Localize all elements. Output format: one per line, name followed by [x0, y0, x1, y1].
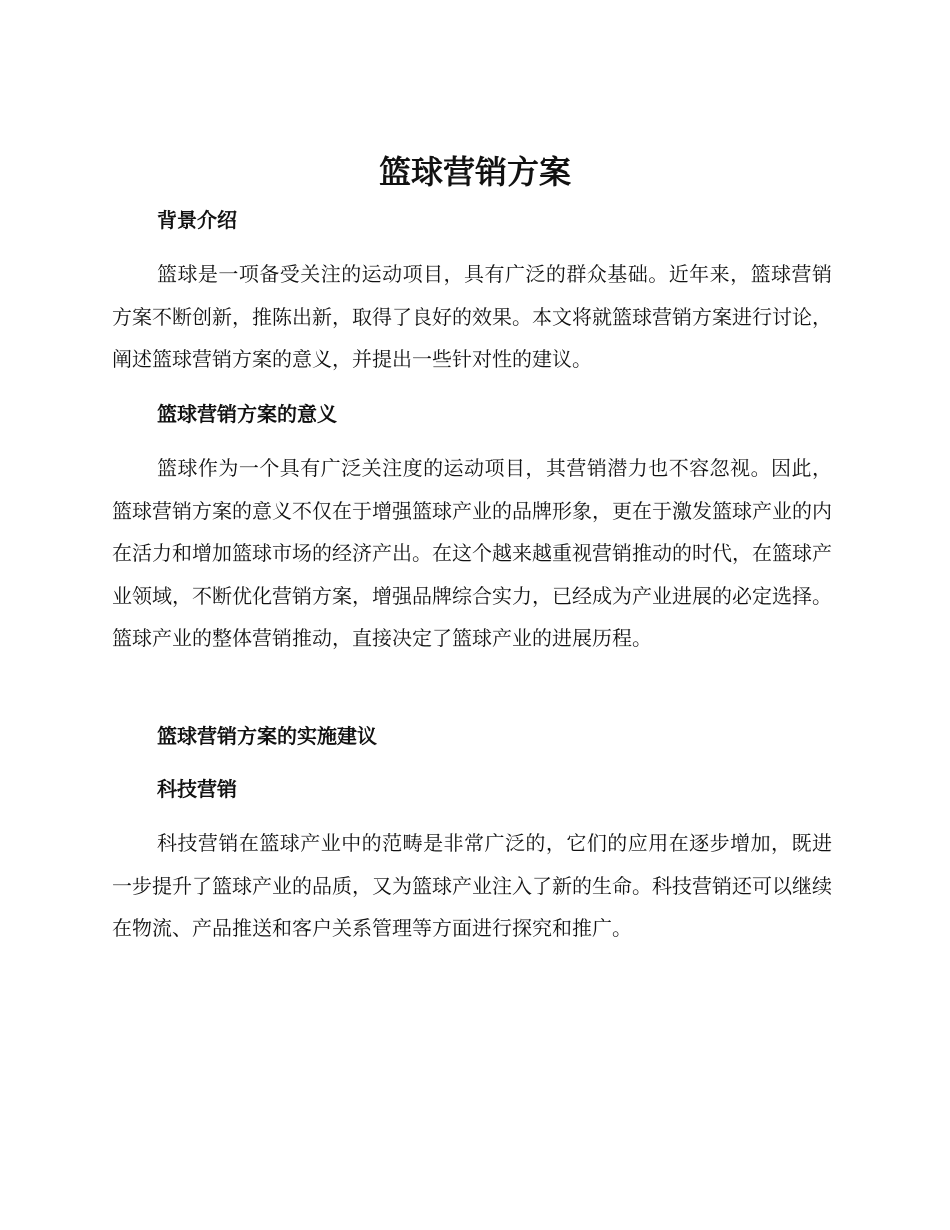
section-body-significance: 篮球作为一个具有广泛关注度的运动项目，其营销潜力也不容忽视。因此，篮球营销方案的意义不仅在于增强篮球产业的品牌形象，更在于激发篮球产业的内在活力和增加篮球市场的经济产出。在这个越来越重视营销推动的时代，在篮球产业领域，不断优化营销方案，增强品牌综合实力，已经成为产业进展的必定选择。篮球产业的整体营销推动，直接决定了篮球产业的进展历程。 [112, 456, 832, 650]
section-heading-significance: 篮球营销方案的意义 [157, 402, 337, 426]
section-heading-background: 背景介绍 [157, 208, 237, 232]
section-body-background: 篮球是一项备受关注的运动项目，具有广泛的群众基础。近年来，篮球营销方案不断创新，推陈出新，取得了良好的效果。本文将就篮球营销方案进行讨论，阐述篮球营销方案的意义，并提出一些针对性的建议。 [112, 262, 832, 371]
section-heading-tech-marketing: 科技营销 [157, 777, 237, 801]
page-title: 篮球营销方案 [378, 153, 571, 191]
section-heading-implementation: 篮球营销方案的实施建议 [157, 724, 377, 748]
section-body-tech-marketing: 科技营销在篮球产业中的范畴是非常广泛的，它们的应用在逐步增加，既进一步提升了篮球产业的品质，又为篮球产业注入了新的生命。科技营销还可以继续在物流、产品推送和客户关系管理等方面进行探究和推广。 [112, 831, 832, 940]
